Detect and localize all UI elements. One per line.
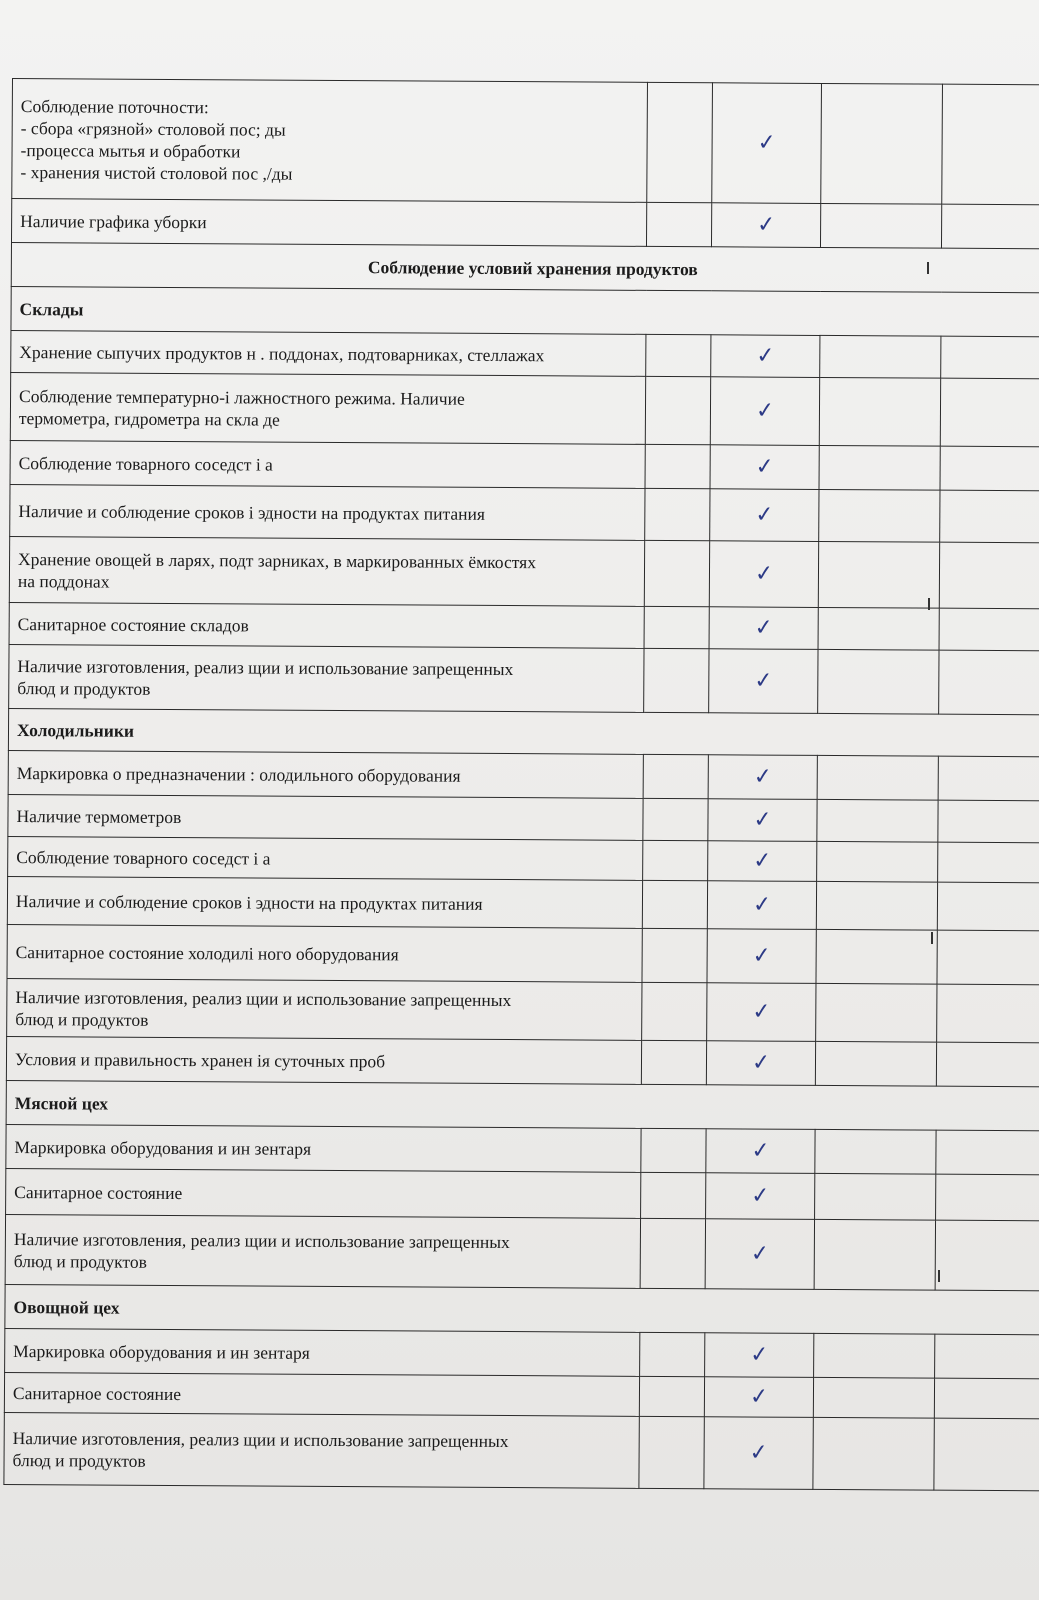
checklist-row <box>8 750 1039 800</box>
empty-cell <box>940 378 1039 447</box>
empty-cell <box>644 606 709 648</box>
empty-cell <box>815 1041 936 1086</box>
criterion-line: Наличие изготовления, реализ щии и использование запрещенных <box>12 1427 509 1451</box>
criterion-text <box>10 484 645 540</box>
section-header-row <box>11 242 1039 292</box>
checklist-row <box>6 1036 1039 1086</box>
criterion-text <box>10 372 645 444</box>
checklist-row <box>9 536 1039 608</box>
checklist-row <box>6 1124 1039 1174</box>
checklist-row <box>7 978 1039 1042</box>
checklist-row <box>7 876 1039 930</box>
section-title: Овощной цех <box>5 1284 1039 1334</box>
criterion-line: блюд и продуктов <box>13 1250 147 1272</box>
empty-cell <box>642 928 707 982</box>
criterion-line: Наличие графика уборки <box>20 210 207 232</box>
compliance-cell <box>704 1417 813 1490</box>
criterion-text <box>6 1036 641 1084</box>
criterion-text <box>7 978 642 1040</box>
check-mark-icon: ✓ <box>755 342 776 369</box>
check-mark-icon: ✓ <box>750 1182 771 1209</box>
empty-cell <box>819 489 940 542</box>
criterion-text <box>10 440 645 488</box>
check-mark-icon: ✓ <box>753 614 774 641</box>
check-mark-icon: ✓ <box>752 806 773 833</box>
check-mark-icon: ✓ <box>750 1137 771 1164</box>
compliance-cell <box>708 755 817 800</box>
compliance-cell <box>707 881 816 930</box>
empty-cell <box>816 983 937 1042</box>
empty-cell <box>818 541 939 608</box>
check-mark-icon: ✓ <box>749 1240 770 1267</box>
empty-cell <box>935 1220 1039 1291</box>
checklist-row <box>8 794 1039 842</box>
criterion-text <box>7 924 642 982</box>
criterion-line: -процесса мытья и обработки <box>20 139 241 161</box>
empty-cell <box>820 203 941 248</box>
checklist-row <box>10 440 1039 490</box>
empty-cell <box>937 984 1039 1043</box>
empty-cell <box>818 607 939 650</box>
check-mark-icon: ✓ <box>751 998 772 1025</box>
section-header-row <box>6 1080 1039 1130</box>
criterion-text <box>9 644 644 712</box>
empty-cell <box>819 377 940 446</box>
section-header-row <box>5 1284 1039 1334</box>
empty-cell <box>819 445 940 490</box>
criterion-line: Санитарное состояние холодилі ного оборудования <box>15 941 399 964</box>
section-title: Мясной цех <box>6 1080 1039 1130</box>
check-mark-icon: ✓ <box>754 397 775 424</box>
criterion-text <box>8 836 643 880</box>
criterion-line: Наличие и соблюдение сроков і эдности на продуктах питания <box>15 890 483 914</box>
check-mark-icon: ✓ <box>756 129 777 156</box>
empty-cell <box>640 1332 705 1376</box>
section-header-row <box>11 286 1039 336</box>
checklist-row <box>4 1372 1039 1418</box>
criterion-text <box>4 1412 639 1488</box>
empty-cell <box>646 202 711 246</box>
compliance-cell <box>711 335 820 378</box>
section-title: Склады <box>11 286 1039 336</box>
criterion-line: Условия и правильность хранен ія суточных проб <box>14 1048 386 1071</box>
empty-cell <box>813 1417 934 1490</box>
section-title: Холодильники <box>8 708 1039 756</box>
pen-stroke <box>931 932 933 944</box>
criterion-line: Маркировка оборудования и ин зентаря <box>14 1136 312 1159</box>
check-mark-icon: ✓ <box>752 847 773 874</box>
checklist-row <box>11 199 1039 249</box>
check-mark-icon: ✓ <box>751 891 772 918</box>
compliance-cell <box>710 445 819 490</box>
criterion-text <box>11 330 646 376</box>
criterion-line: Маркировка оборудования и ин зентаря <box>13 1340 310 1363</box>
compliance-cell <box>707 983 816 1042</box>
empty-cell <box>642 982 707 1040</box>
compliance-cell <box>709 541 818 608</box>
check-mark-icon: ✓ <box>756 211 777 238</box>
checklist-row <box>5 1328 1039 1378</box>
checklist-row <box>11 330 1039 378</box>
criterion-line: на поддонах <box>17 570 110 592</box>
compliance-cell <box>706 1173 815 1220</box>
empty-cell <box>642 880 707 928</box>
criterion-line: Хранение овощей в ларях, подт зарниках, в маркированных ёмкостях <box>18 548 537 572</box>
criterion-text <box>6 1124 641 1172</box>
empty-cell <box>939 608 1039 651</box>
empty-cell <box>646 334 711 376</box>
pen-stroke <box>927 262 929 274</box>
compliance-cell <box>708 841 817 882</box>
empty-cell <box>814 1219 935 1290</box>
criterion-line: Санитарное состояние складов <box>17 613 249 635</box>
empty-cell <box>813 1377 934 1418</box>
criterion-line: Соблюдение товарного соседст і а <box>16 846 271 869</box>
compliance-cell <box>708 799 817 842</box>
inspection-checklist-table <box>3 78 1039 1491</box>
check-mark-icon: ✓ <box>751 942 772 969</box>
empty-cell <box>640 1218 705 1288</box>
empty-cell <box>647 82 713 202</box>
empty-cell <box>643 754 708 798</box>
criterion-line: блюд и продуктов <box>17 677 151 699</box>
empty-cell <box>936 1174 1039 1221</box>
compliance-cell <box>706 1129 815 1174</box>
criterion-line: Соблюдение поточности: <box>20 95 209 117</box>
empty-cell <box>645 376 710 444</box>
empty-cell <box>937 882 1039 931</box>
checklist-row <box>12 79 1039 205</box>
empty-cell <box>641 1040 706 1084</box>
criterion-line: Наличие изготовления, реализ щии и использование запрещенных <box>17 655 514 679</box>
check-mark-icon: ✓ <box>750 1049 771 1076</box>
empty-cell <box>934 1418 1039 1491</box>
compliance-cell <box>705 1219 814 1290</box>
criterion-text <box>12 79 648 203</box>
criterion-text <box>5 1214 640 1288</box>
checklist-row <box>5 1214 1039 1290</box>
empty-cell <box>938 800 1039 843</box>
criterion-line: Санитарное состояние <box>14 1181 183 1203</box>
empty-cell <box>938 756 1039 801</box>
compliance-cell <box>706 1041 815 1086</box>
criterion-line: блюд и продуктов <box>15 1008 149 1030</box>
criterion-line: Наличие изготовления, реализ щии и использование запрещенных <box>13 1228 510 1252</box>
compliance-cell <box>712 83 822 204</box>
empty-cell <box>939 542 1039 609</box>
compliance-cell <box>710 377 819 446</box>
empty-cell <box>938 842 1039 883</box>
check-mark-icon: ✓ <box>749 1341 770 1368</box>
empty-cell <box>639 1416 704 1488</box>
criterion-text <box>9 602 644 648</box>
criterion-text <box>6 1168 641 1218</box>
empty-cell <box>818 649 939 714</box>
compliance-cell <box>709 607 818 650</box>
criterion-line: - хранения чистой столовой пос ,/ды <box>20 161 293 184</box>
criterion-line: блюд и продуктов <box>12 1449 146 1471</box>
compliance-cell <box>711 203 820 248</box>
criterion-line: Хранение сыпучих продуктов н . поддонах, подтоварниках, стеллажах <box>19 341 545 365</box>
empty-cell <box>815 1129 936 1174</box>
empty-cell <box>940 446 1039 491</box>
check-mark-icon: ✓ <box>754 501 775 528</box>
criterion-text <box>11 199 646 247</box>
empty-cell <box>820 335 941 378</box>
empty-cell <box>936 1042 1039 1087</box>
criterion-line: Маркировка о предназначении : олодильного оборудования <box>16 762 461 786</box>
empty-cell <box>816 881 937 930</box>
check-mark-icon: ✓ <box>752 763 773 790</box>
criterion-text <box>7 876 642 928</box>
empty-cell <box>821 83 943 204</box>
empty-cell <box>817 755 938 800</box>
criterion-line: Наличие изготовления, реализ щии и использование запрещенных <box>15 986 512 1010</box>
empty-cell <box>936 1130 1039 1175</box>
empty-cell <box>645 444 710 488</box>
pen-stroke <box>938 1270 940 1282</box>
check-mark-icon: ✓ <box>753 560 774 587</box>
empty-cell <box>816 929 937 984</box>
empty-cell <box>644 648 709 712</box>
criterion-text <box>4 1372 639 1416</box>
criterion-text <box>8 794 643 840</box>
empty-cell <box>941 204 1039 249</box>
checklist-row <box>10 372 1039 446</box>
criterion-text <box>9 536 644 606</box>
empty-cell <box>817 799 938 842</box>
criterion-line: Наличие и соблюдение сроков і эдности на продуктах питания <box>18 500 485 524</box>
checklist-row <box>8 836 1039 882</box>
empty-cell <box>814 1333 935 1378</box>
empty-cell <box>639 1376 704 1416</box>
empty-cell <box>939 650 1039 715</box>
empty-cell <box>641 1128 706 1172</box>
criterion-line: термометра, гидрометра на скла де <box>18 407 280 430</box>
empty-cell <box>935 1334 1039 1379</box>
criterion-text <box>5 1328 640 1376</box>
compliance-cell <box>710 489 819 542</box>
checklist-row <box>4 1412 1039 1490</box>
compliance-cell <box>704 1377 813 1418</box>
criterion-text <box>8 750 643 798</box>
compliance-cell <box>707 929 816 984</box>
section-header-row <box>8 708 1039 756</box>
empty-cell <box>641 1172 706 1218</box>
compliance-cell <box>705 1333 814 1378</box>
empty-cell <box>643 840 708 880</box>
checklist-row <box>10 484 1039 542</box>
checklist-row <box>6 1168 1039 1220</box>
criterion-line: Наличие термометров <box>16 805 182 827</box>
section-title: Соблюдение условий хранения продуктов <box>11 242 1039 292</box>
criterion-line: Соблюдение товарного соседст і а <box>18 452 273 475</box>
empty-cell <box>815 1173 936 1220</box>
empty-cell <box>643 798 708 840</box>
criterion-line: Санитарное состояние <box>12 1382 182 1404</box>
empty-cell <box>940 490 1039 543</box>
checklist-row <box>9 644 1039 714</box>
empty-cell <box>941 336 1039 379</box>
empty-cell <box>817 841 938 882</box>
empty-cell <box>645 488 710 540</box>
check-mark-icon: ✓ <box>748 1439 769 1466</box>
checklist-row <box>9 602 1039 650</box>
empty-cell <box>937 930 1039 985</box>
empty-cell <box>934 1378 1039 1419</box>
empty-cell <box>644 540 709 606</box>
empty-cell <box>942 84 1039 205</box>
compliance-cell <box>709 649 818 714</box>
criterion-line: - сбора «грязной» столовой пос; ды <box>20 117 286 140</box>
check-mark-icon: ✓ <box>754 453 775 480</box>
pen-stroke <box>928 598 930 610</box>
criterion-line: Соблюдение температурно-і лажностного режима. Наличие <box>18 385 465 409</box>
checklist-row <box>7 924 1039 984</box>
check-mark-icon: ✓ <box>753 667 774 694</box>
check-mark-icon: ✓ <box>748 1383 769 1410</box>
